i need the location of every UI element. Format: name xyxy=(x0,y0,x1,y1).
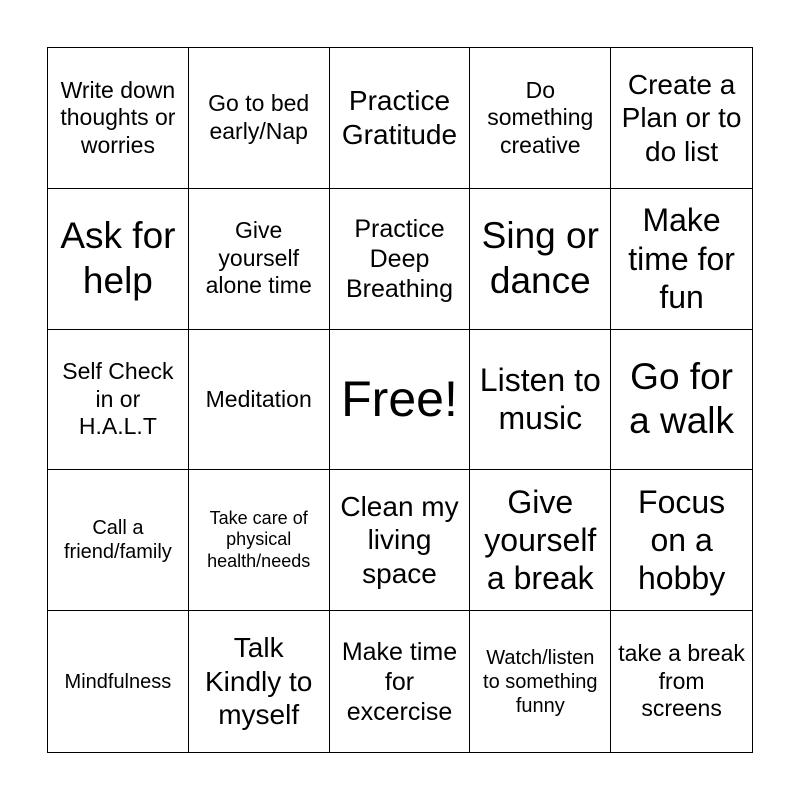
bingo-cell-r4c5[interactable]: Focus on a hobby xyxy=(611,470,752,611)
bingo-cell-r5c4[interactable]: Watch/listen to something funny xyxy=(470,611,611,752)
bingo-cell-r1c2[interactable]: Go to bed early/Nap xyxy=(189,48,330,189)
bingo-cell-r5c3[interactable]: Make time for excercise xyxy=(330,611,471,752)
bingo-free-space[interactable]: Free! xyxy=(330,330,471,471)
bingo-cell-r5c5[interactable]: take a break from screens xyxy=(618,640,745,722)
bingo-cell-r4c2[interactable]: Take care of physical health/needs xyxy=(189,470,330,611)
bingo-cell-r3c2[interactable]: Meditation xyxy=(189,330,330,471)
bingo-cell-r1c1[interactable]: Write down thoughts or worries xyxy=(48,48,189,189)
bingo-cell-r2c4[interactable]: Sing or dance xyxy=(470,189,611,330)
bingo-cell-r4c3[interactable]: Clean my living space xyxy=(330,470,471,611)
bingo-cell-r5c1[interactable]: Mindfulness xyxy=(48,611,189,752)
bingo-cell-r4c4[interactable]: Give yourself a break xyxy=(470,470,611,611)
bingo-cell-r1c5[interactable]: Create a Plan or to do list xyxy=(611,48,752,189)
bingo-cell-r2c3[interactable]: Practice Deep Breathing xyxy=(330,189,471,330)
bingo-cell-r1c3[interactable]: Practice Gratitude xyxy=(330,48,471,189)
bingo-board xyxy=(47,47,753,753)
bingo-cell-r2c5[interactable]: Make time for fun xyxy=(611,189,752,330)
bingo-cell-r2c2[interactable]: Give yourself alone time xyxy=(189,189,330,330)
bingo-cell-r3c1[interactable]: Self Check in or H.A.L.T xyxy=(48,330,189,471)
bingo-cell-r3c5[interactable]: Go for a walk xyxy=(611,330,752,471)
bingo-cell-r2c1[interactable]: Ask for help xyxy=(48,189,189,330)
bingo-cell-r1c4[interactable]: Do something creative xyxy=(470,48,611,189)
bingo-cell-r3c4[interactable]: Listen to music xyxy=(470,330,611,471)
bingo-cell-r4c1[interactable]: Call a friend/family xyxy=(48,470,189,611)
bingo-cell-r5c2[interactable]: Talk Kindly to myself xyxy=(189,611,330,752)
